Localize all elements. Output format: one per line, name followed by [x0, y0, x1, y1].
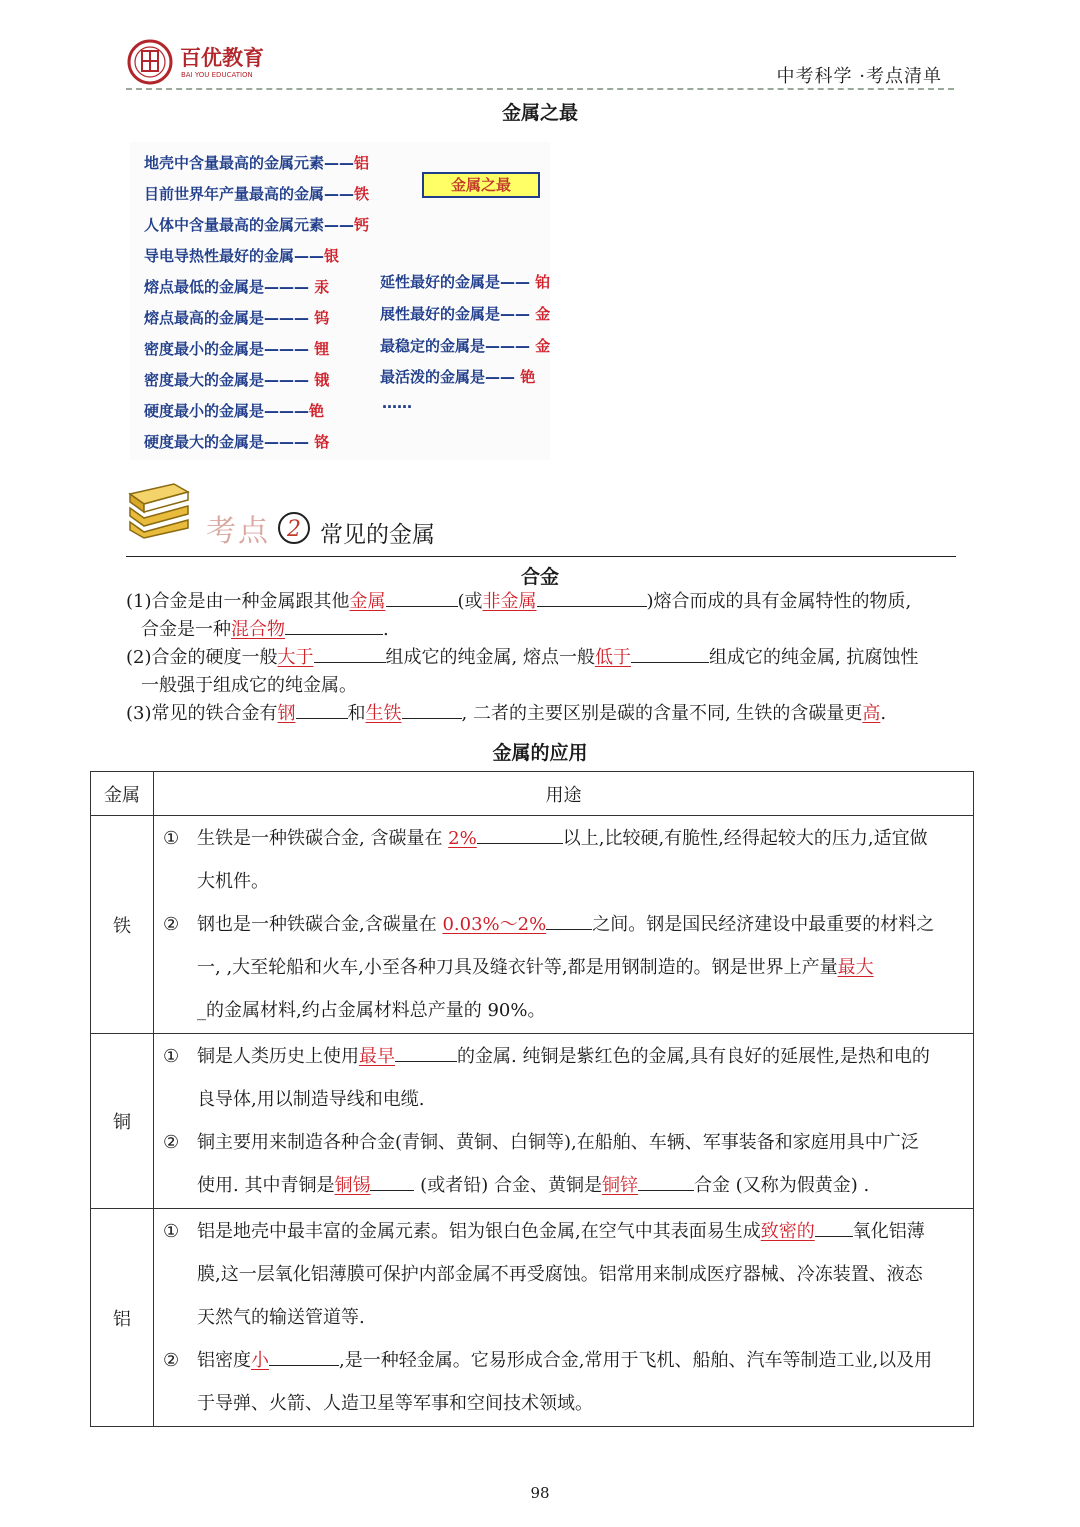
kaodian-title: 常见的金属 [320, 522, 435, 548]
superlative-item: 展性最好的金属是—— 金 [380, 305, 551, 323]
superlative-item: 最活泼的金属是—— 铯 [380, 368, 536, 386]
books-icon [126, 482, 192, 540]
alloy-point-2-cont: 一般强于组成它的纯金属。 [141, 675, 357, 696]
use-item: ① 生铁是一种铁碳合金, 含碳量在 2% 以上,比较硬,有脆性,经得起较大的压力,适宜做 大机件。 [155, 817, 972, 903]
kaodian-divider [126, 556, 956, 557]
brand-cn-text: 百优教育 [180, 46, 264, 70]
table-header-row [91, 772, 974, 816]
table-row [91, 1209, 974, 1427]
use-item: ① 铜是人类历史上使用最早 的金属. 纯铜是紫红色的金属,具有良好的延展性,是热和电的 良导体,用以制造导线和电缆. [155, 1035, 972, 1121]
table-row [91, 1034, 974, 1209]
superlative-item: 熔点最低的金属是——— 汞 [144, 278, 330, 296]
superlatives-panel [130, 142, 550, 460]
alloy-point-2: (2)合金的硬度一般大于 组成它的纯金属, 熔点一般低于 组成它的纯金属, 抗腐蚀性 [126, 644, 918, 672]
superlative-item: …… [382, 394, 412, 412]
use-item: ② 铜主要用来制造各种合金(青铜、黄铜、白铜等),在船舶、车辆、军事装备和家庭用具中广泛 使用. 其中青铜是铜锡 (或者铅) 合金、黄铜是铜锌 合金 (又称为假黄金) . [163, 1132, 919, 1196]
kaodian-number-badge [277, 511, 311, 545]
use-cell-copper [154, 1034, 974, 1209]
col-header-metal: 金属 [91, 772, 154, 816]
use-cell-aluminum [154, 1209, 974, 1427]
superlative-item: 密度最小的金属是——— 锂 [144, 340, 330, 358]
brand-en-text: BAI YOU EDUCATION [181, 71, 253, 79]
kaodian-label: 考点 [206, 514, 270, 549]
superlative-item: 地壳中含量最高的金属元素——铝 [144, 154, 370, 172]
use-cell-iron [154, 816, 974, 1034]
use-item: ② 钢也是一种铁碳合金,含碳量在 0.03%～2% 之间。钢是国民经济建设中最重要的材料之 一, ,大至轮船和火车,小至各种刀具及缝衣针等,都是用钢制造的。钢是世界上产量最大 _的金属材料,约占金属材料总产量的 90%。 [155, 903, 972, 1032]
page-number: 98 [530, 1484, 550, 1502]
metal-cell-copper: 铜 [91, 1034, 154, 1209]
section-title-superlatives: 金属之最 [501, 102, 578, 124]
superlative-item: 人体中含量最高的金属元素——钙 [144, 216, 370, 234]
superlative-item: 导电导热性最好的金属——银 [144, 247, 340, 265]
superlative-item: 最稳定的金属是——— 金 [380, 337, 551, 355]
section-title-alloy: 合金 [520, 566, 559, 588]
superlative-item: 目前世界年产量最高的金属——铁 [144, 185, 370, 203]
alloy-point-1: (1)合金是由一种金属跟其他金属 (或非金属 )熔合而成的具有金属特性的物质, [126, 588, 911, 616]
superlative-item: 硬度最小的金属是———铯 [144, 402, 325, 420]
header-divider [126, 88, 954, 90]
use-item: ② 铝密度小 ,是一种轻金属。它易形成合金,常用于飞机、船舶、汽车等制造工业,以及用 于导弹、火箭、人造卫星等军事和空间技术领域。 [155, 1339, 972, 1425]
metal-uses-table [90, 771, 974, 1427]
header-title: 中考科学 ·考点清单 [776, 66, 942, 87]
metal-cell-iron: 铁 [91, 816, 154, 1034]
use-item: ① 铝是地壳中最丰富的金属元素。铝为银白色金属,在空气中其表面易生成致密的 氧化铝薄 膜,这一层氧化铝薄膜可保护内部金属不再受腐蚀。铝常用来制成医疗器械、冷冻装置、液态 天然气的输送管道等. [155, 1210, 972, 1339]
alloy-point-1-cont: 合金是一种混合物 . [141, 616, 389, 644]
superlative-item: 密度最大的金属是——— 锇 [144, 371, 330, 389]
superlative-item: 延性最好的金属是—— 铂 [380, 273, 551, 291]
kaodian-number: 2 [287, 517, 301, 542]
metal-cell-aluminum: 铝 [91, 1209, 154, 1427]
superlative-item: 熔点最高的金属是——— 钨 [144, 309, 330, 327]
superlatives-box-label: 金属之最 [422, 172, 540, 198]
table-row [91, 816, 974, 1034]
col-header-use: 用途 [154, 772, 974, 816]
brand-logo [126, 38, 276, 86]
alloy-point-3: (3)常见的铁合金有钢 和生铁 , 二者的主要区别是碳的含量不同, 生铁的含碳量更高. [126, 700, 886, 728]
section-title-uses: 金属的应用 [492, 742, 588, 764]
superlative-item: 硬度最大的金属是——— 铬 [144, 433, 330, 451]
